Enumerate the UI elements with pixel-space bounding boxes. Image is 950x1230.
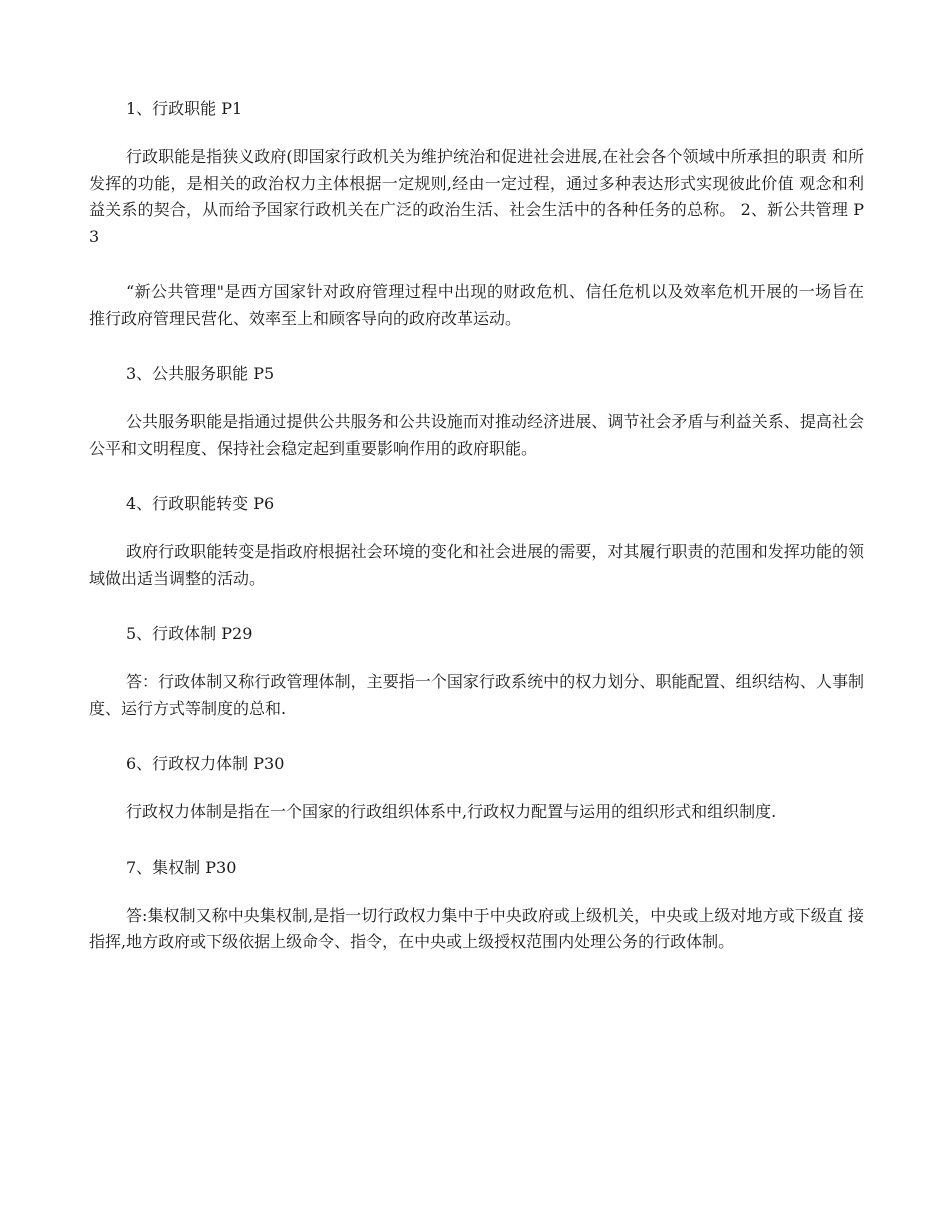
section-paragraph: 答：行政体制又称行政管理体制，主要指一个国家行政系统中的权力划分、职能配置、组织结构、人事制 度、运行方式等制度的总和. bbox=[89, 672, 864, 718]
section-heading: 1、行政职能 P1 bbox=[126, 99, 243, 118]
section-paragraph: 行政权力体制是指在一个国家的行政组织体系中,行政权力配置与运用的组织形式和组织制度. bbox=[126, 802, 777, 821]
section-heading: 3、公共服务职能 P5 bbox=[126, 364, 275, 383]
section-paragraph: 行政职能是指狭义政府(即国家行政机关为维护统治和促进社会进展,在社会各个领域中所承担的职责 和所发挥的功能，是相关的政治权力主体根据一定规则,经由一定过程，通过多种表达形式实现彼此价值 观念和利益关系的契合，从而给予国家行政机关在广泛的政治生活、社会生活中的各种任务的总称。 2、新公共管理 P3 bbox=[89, 147, 864, 246]
section-heading: 4、行政职能转变 P6 bbox=[126, 494, 275, 513]
section-paragraph: 答:集权制又称中央集权制,是指一切行政权力集中于中央政府或上级机关，中央或上级对地方或下级直 接指挥,地方政府或下级依据上级命令、指令，在中央或上级授权范围内处理公务的行政体制。 bbox=[89, 905, 864, 951]
document-page bbox=[89, 96, 864, 956]
section-paragraph: “新公共管理"是西方国家针对政府管理过程中出现的财政危机、信任危机以及效率危机开展的一场旨在 推行政府管理民营化、效率至上和顾客导向的政府改革运动。 bbox=[89, 282, 864, 328]
section-heading: 7、集权制 P30 bbox=[126, 857, 237, 877]
section-paragraph: 公共服务职能是指通过提供公共服务和公共设施而对推动经济进展、调节社会矛盾与利益关系、提高社会 公平和文明程度、保持社会稳定起到重要影响作用的政府职能。 bbox=[89, 412, 864, 458]
section-paragraph: 政府行政职能转变是指政府根据社会环境的变化和社会进展的需要，对其履行职责的范围和发挥功能的领 域做出适当调整的活动。 bbox=[89, 542, 864, 588]
section-heading: 6、行政权力体制 P30 bbox=[126, 754, 285, 773]
section-heading: 5、行政体制 P29 bbox=[126, 624, 253, 643]
